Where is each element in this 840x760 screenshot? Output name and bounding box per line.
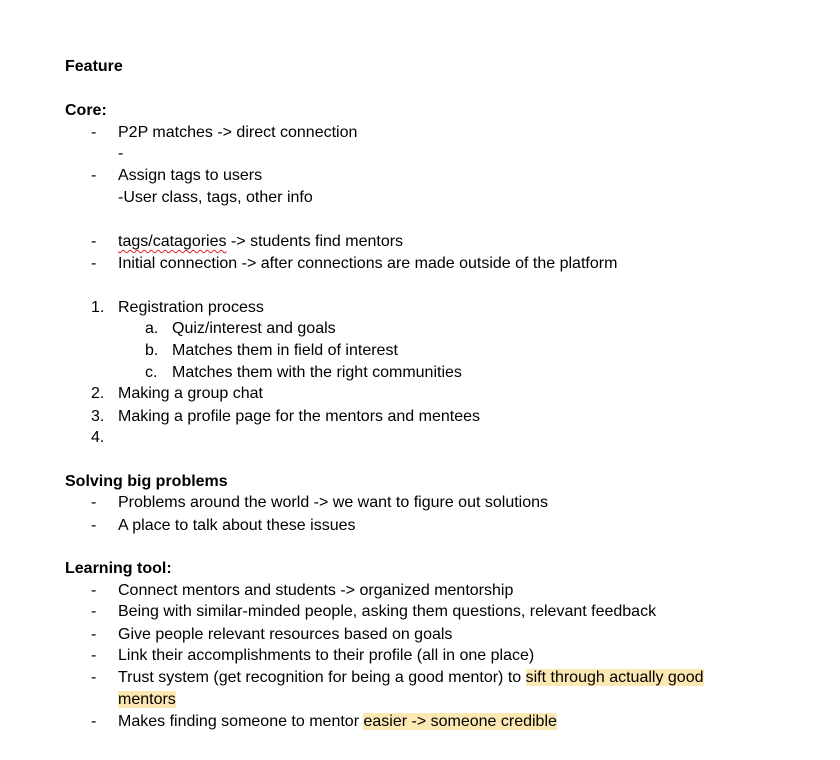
misspelled-word[interactable]: tags/catagories <box>118 233 227 250</box>
numbered-item: Registration process <box>118 299 264 316</box>
section-title-core: Core: <box>65 102 107 119</box>
list-item-continuation <box>118 690 176 710</box>
list-item-sub: - <box>118 145 124 162</box>
list-item: Connect mentors and students -> organized mentorship <box>118 582 514 599</box>
list-number: 3. <box>91 408 105 425</box>
list-item <box>118 232 403 252</box>
list-letter: a. <box>145 320 159 337</box>
lettered-item: Quiz/interest and goals <box>172 320 336 337</box>
bullet-marker: - <box>91 603 97 620</box>
numbered-item: Making a group chat <box>118 385 263 402</box>
section-title-solving: Solving big problems <box>65 473 228 490</box>
highlighted-text: sift through actually good <box>525 669 704 686</box>
lettered-item: Matches them with the right communities <box>172 364 462 381</box>
highlighted-text: mentors <box>118 691 176 708</box>
bullet-marker: - <box>91 713 97 730</box>
bullet-marker: - <box>91 669 97 686</box>
bullet-marker: - <box>91 124 97 141</box>
bullet-marker: - <box>91 517 97 534</box>
doc-heading: Feature <box>65 58 123 75</box>
list-item <box>118 712 557 732</box>
bullet-marker: - <box>91 626 97 643</box>
list-number: 2. <box>91 385 105 402</box>
bullet-marker: - <box>91 255 97 272</box>
bullet-marker: - <box>91 167 97 184</box>
list-letter: b. <box>145 342 159 359</box>
bullet-marker: - <box>91 494 97 511</box>
bullet-marker: - <box>91 233 97 250</box>
list-item: Being with similar-minded people, asking them questions, relevant feedback <box>118 603 657 620</box>
list-item-text: Trust system (get recognition for being a good mentor) to <box>118 669 526 686</box>
list-item: Link their accomplishments to their profile (all in one place) <box>118 647 535 664</box>
list-item-text: Makes finding someone to mentor <box>118 713 364 730</box>
list-item-text: -> students find mentors <box>226 233 404 250</box>
list-item: Assign tags to users <box>118 167 263 184</box>
highlighted-text: easier -> someone credible <box>363 713 557 730</box>
list-item <box>118 668 704 688</box>
list-number: 1. <box>91 299 105 316</box>
lettered-item: Matches them in field of interest <box>172 342 398 359</box>
list-item: Give people relevant resources based on goals <box>118 626 453 643</box>
section-title-learning: Learning tool: <box>65 560 172 577</box>
list-item: Problems around the world -> we want to figure out solutions <box>118 494 549 511</box>
list-number: 4. <box>91 429 105 446</box>
bullet-marker: - <box>91 647 97 664</box>
list-item-sub: -User class, tags, other info <box>118 189 313 206</box>
list-letter: c. <box>145 364 158 381</box>
numbered-item: Making a profile page for the mentors and mentees <box>118 408 480 425</box>
list-item: A place to talk about these issues <box>118 517 356 534</box>
list-item: P2P matches -> direct connection <box>118 124 358 141</box>
list-item: Initial connection -> after connections are made outside of the platform <box>118 255 618 272</box>
bullet-marker: - <box>91 582 97 599</box>
